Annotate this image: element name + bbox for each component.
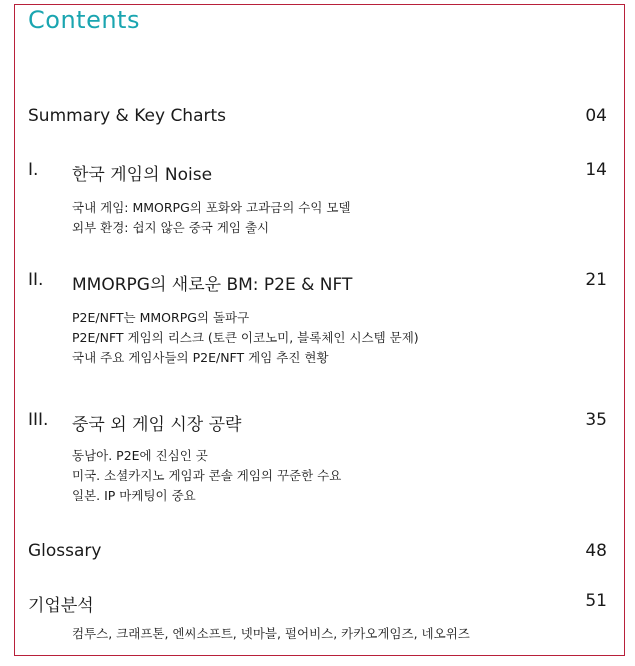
- toc-subitems-company-analysis: [72, 624, 470, 644]
- toc-entry-page: 35: [585, 410, 607, 430]
- toc-subitems-section-2: [72, 308, 419, 368]
- toc-entry-numeral: II.: [28, 270, 44, 290]
- toc-entry-numeral: I.: [28, 160, 39, 180]
- toc-entry-page: 51: [585, 591, 607, 611]
- toc-entry-label: 중국 외 게임 시장 공략: [72, 415, 242, 435]
- toc-subitem: P2E/NFT 게임의 리스크 (토큰 이코노미, 블록체인 시스템 문제): [72, 330, 419, 345]
- toc-subitems-section-1: [72, 198, 351, 238]
- toc-entry-label: Summary & Key Charts: [28, 106, 227, 126]
- toc-entry-page: 21: [585, 270, 607, 290]
- toc-subitem: 동남아. P2E에 진심인 곳: [72, 448, 208, 463]
- toc-subitem: 컴투스, 크래프톤, 엔씨소프트, 넷마블, 펄어비스, 카카오게임즈, 네오위즈: [72, 626, 470, 641]
- toc-entry-page: 48: [585, 541, 607, 561]
- toc-entry-numeral: III.: [28, 410, 49, 430]
- toc-entry-page: 14: [585, 160, 607, 180]
- toc-entry-page: 04: [585, 106, 607, 126]
- toc-subitem: 일본. IP 마케팅이 중요: [72, 488, 196, 503]
- toc-entry-label: Glossary: [28, 541, 102, 561]
- toc-entry-label: 한국 게임의 Noise: [72, 165, 213, 185]
- toc-subitem: 국내 주요 게임사들의 P2E/NFT 게임 추진 현황: [72, 350, 329, 365]
- toc-subitem: P2E/NFT는 MMORPG의 돌파구: [72, 310, 250, 325]
- toc-subitems-section-3: [72, 446, 341, 506]
- toc-subitem: 미국. 소셜카지노 게임과 콘솔 게임의 꾸준한 수요: [72, 468, 342, 483]
- toc-entry-label: 기업분석: [28, 596, 94, 616]
- toc-subitem: 외부 환경: 쉽지 않은 중국 게임 출시: [72, 220, 270, 235]
- toc-subitem: 국내 게임: MMORPG의 포화와 고과금의 수익 모델: [72, 200, 351, 215]
- toc-entry-label: MMORPG의 새로운 BM: P2E & NFT: [72, 275, 353, 295]
- page-title: Contents: [28, 6, 140, 34]
